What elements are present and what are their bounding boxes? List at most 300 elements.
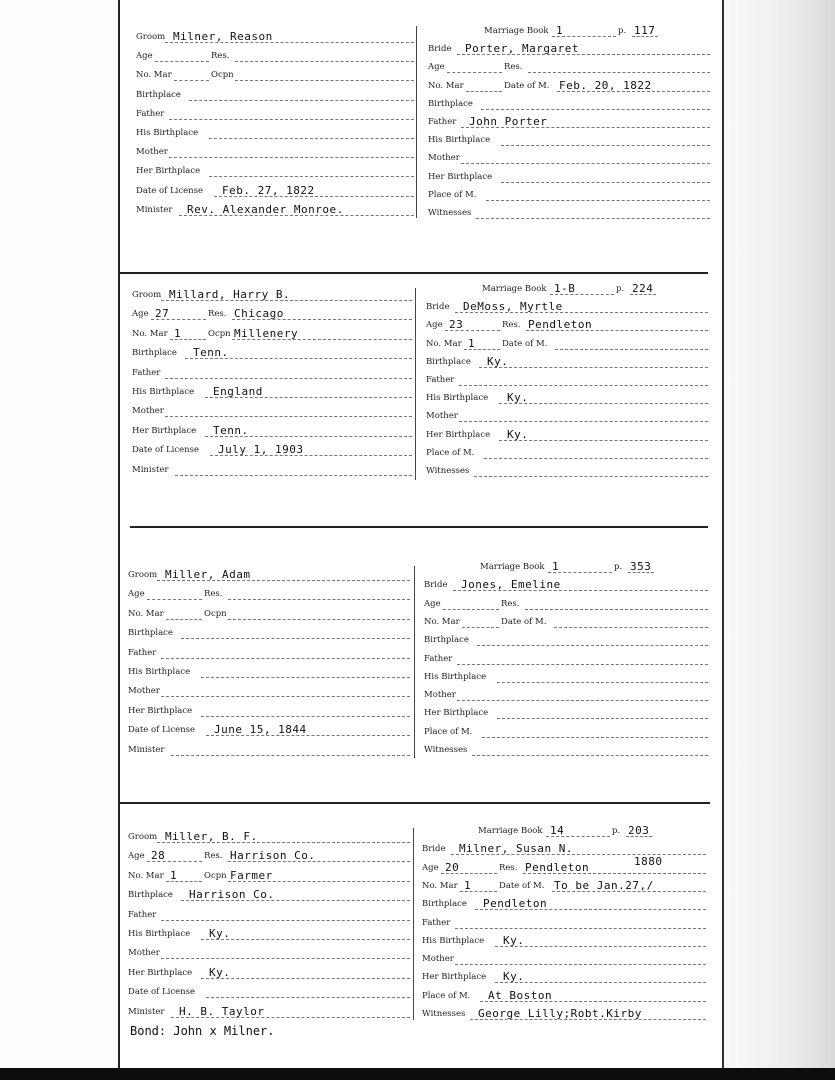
bride-place-of-m-row: [422, 989, 706, 1003]
record-separator: [120, 802, 710, 804]
field-value: Pendleton: [525, 860, 590, 874]
field-label: Ocpn: [204, 608, 227, 619]
field-value: 203: [628, 824, 650, 837]
field-label: Her Birthplace: [426, 429, 491, 440]
field-label: No. Mar: [424, 616, 460, 627]
bride-witnesses-row: [424, 743, 708, 757]
groom-her-birthplace-row: [132, 424, 412, 438]
groom-minister-row: [128, 1005, 410, 1019]
groom-minister-row: [136, 203, 414, 217]
fill-line: [455, 928, 706, 929]
field-value: Feb. 20, 1822: [559, 78, 652, 92]
field-label: Age: [428, 62, 445, 73]
fill-line: [461, 163, 710, 164]
bride-no-mar-row: [426, 337, 708, 351]
field-label: Birthplace: [428, 98, 473, 109]
field-value: Millenery: [234, 326, 299, 340]
field-label: Age: [132, 309, 149, 320]
field-label: His Birthplace: [132, 387, 195, 397]
field-value: Tenn.: [193, 346, 229, 360]
groom-minister-row: [128, 743, 410, 757]
page-right-edge: [722, 0, 724, 1070]
field-value: Miller, B. F.: [165, 830, 258, 843]
fill-line: [165, 416, 412, 417]
fill-line: [482, 737, 708, 738]
field-label: Res.: [502, 320, 521, 331]
fill-line: [201, 716, 410, 717]
field-label: Birthplace: [128, 890, 173, 901]
bride-father-row: [428, 115, 710, 129]
fill-line: [495, 946, 706, 947]
field-label: His Birthplace: [424, 671, 487, 682]
field-label: Date of M.: [501, 616, 547, 627]
field-value: Chicago: [234, 307, 284, 321]
bride-witnesses-row: [426, 464, 708, 478]
bride-her-birthplace-row: [424, 706, 708, 720]
fill-line: [499, 403, 708, 404]
fill-line: [459, 421, 708, 422]
fill-line: [479, 367, 708, 368]
fill-line: [501, 182, 710, 183]
field-label: Birthplace: [132, 348, 177, 359]
fill-line: [554, 627, 708, 628]
field-label: Father: [422, 917, 451, 928]
fill-line: [174, 80, 209, 81]
field-label: Father: [132, 367, 161, 378]
field-label: Groom: [128, 832, 158, 842]
groom-his-birthplace-row: [136, 126, 414, 140]
groom-birthplace-row: [136, 88, 414, 102]
groom-birthplace-row: [132, 346, 412, 360]
field-label: p.: [612, 826, 621, 836]
fill-line: [206, 997, 410, 998]
field-label: Ocpn: [208, 328, 231, 339]
field-label: Her Birthplace: [424, 708, 489, 719]
field-value: Miller, Adam: [165, 568, 251, 581]
field-label: His Birthplace: [428, 135, 491, 146]
bride-birthplace-row: [422, 897, 706, 911]
field-value: England: [213, 385, 263, 398]
field-value: 1: [464, 878, 472, 892]
bride-father-row: [426, 373, 708, 387]
bride-bride-row: [428, 42, 710, 56]
field-label: No. Mar: [128, 608, 164, 619]
groom-groom-row: [132, 288, 412, 302]
field-value: 1: [552, 560, 560, 573]
field-label: Date of License: [128, 987, 196, 998]
bride-marriage-book-row: [422, 824, 706, 838]
field-value: Ky.: [507, 391, 529, 405]
field-label: Date of M.: [502, 338, 548, 349]
bride-father-row: [422, 916, 706, 930]
fill-line: [228, 619, 410, 620]
fill-line: [209, 176, 414, 177]
field-label: Witnesses: [428, 208, 472, 218]
field-label: Mother: [132, 406, 164, 417]
fill-line: [555, 349, 708, 350]
groom-groom-row: [128, 830, 410, 844]
field-label: Father: [424, 653, 453, 664]
field-label: Her Birthplace: [128, 705, 193, 716]
fill-line: [477, 645, 708, 646]
record-separator: [120, 272, 708, 274]
fill-line: [228, 599, 410, 600]
fill-line: [189, 100, 414, 101]
field-label: Place of M.: [424, 726, 473, 737]
groom-his-birthplace-row: [128, 927, 410, 941]
field-label: Birthplace: [422, 899, 467, 910]
bride-marriage-book-row: [428, 24, 710, 38]
field-label: Age: [426, 320, 443, 331]
field-label: His Birthplace: [128, 667, 191, 677]
field-value: 1: [174, 326, 182, 340]
bottom-edge: [0, 1068, 835, 1080]
field-value: Ky.: [503, 970, 525, 984]
groom-date-of-license-row: [132, 443, 412, 457]
bride-no-mar-row: [428, 79, 710, 93]
field-value: Ky.: [507, 427, 529, 441]
groom-age-row: [136, 49, 414, 63]
fill-line: [181, 638, 410, 639]
fill-line: [474, 476, 708, 477]
field-value: Harrison Co.: [189, 888, 275, 902]
field-value: Milner, Reason: [173, 30, 273, 43]
field-value: Ky.: [503, 933, 525, 947]
field-label: His Birthplace: [128, 929, 191, 939]
field-label: Place of M.: [428, 189, 477, 200]
bride-his-birthplace-row: [424, 670, 708, 684]
field-value: DeMoss, Myrtle: [463, 300, 563, 314]
fill-line: [528, 72, 710, 73]
bride-no-mar-row: [422, 879, 706, 893]
field-label: Witnesses: [422, 1009, 466, 1019]
field-label: Father: [426, 375, 455, 385]
fill-line: [497, 682, 708, 683]
field-value: 1: [468, 336, 476, 350]
groom-no-mar-row: [132, 327, 412, 341]
field-label: Bride: [426, 302, 450, 313]
field-label: p.: [616, 284, 625, 294]
bride-place-of-m-row: [426, 446, 708, 460]
field-label: No. Mar: [422, 880, 458, 891]
right-margin: [724, 0, 835, 1080]
field-label: Age: [128, 851, 145, 862]
field-label: Date of License: [136, 185, 204, 196]
field-value: Ky.: [209, 927, 231, 940]
field-label: Her Birthplace: [422, 972, 487, 983]
bride-age-row: [426, 318, 708, 332]
groom-his-birthplace-row: [132, 385, 412, 399]
groom-mother-row: [128, 684, 410, 698]
field-label: Her Birthplace: [428, 171, 493, 182]
field-label: Age: [136, 51, 153, 62]
fill-line: [161, 658, 410, 659]
bride-age-row: [428, 60, 710, 74]
bride-his-birthplace-row: [422, 934, 706, 948]
groom-father-row: [136, 107, 414, 121]
bride-birthplace-row: [428, 97, 710, 111]
fill-line: [455, 964, 706, 965]
field-value: 20: [445, 860, 460, 874]
bride-witnesses-row: [422, 1007, 706, 1021]
groom-mother-row: [136, 145, 414, 159]
fill-line: [166, 619, 202, 620]
bride-her-birthplace-row: [422, 970, 706, 984]
groom-groom-row: [128, 568, 410, 582]
field-value: 1: [170, 868, 178, 882]
groom-father-row: [128, 646, 410, 660]
fill-line: [171, 755, 410, 756]
fill-line: [147, 599, 202, 600]
column-divider: [415, 288, 416, 480]
field-label: Ocpn: [211, 70, 234, 81]
bride-no-mar-row: [424, 615, 708, 629]
groom-her-birthplace-row: [128, 966, 410, 980]
page-left-edge: [118, 0, 120, 1070]
field-label: Her Birthplace: [132, 425, 197, 436]
field-label: Res.: [499, 862, 518, 873]
bride-her-birthplace-row: [426, 428, 708, 442]
fill-line: [165, 378, 412, 379]
field-value: 23: [449, 318, 464, 332]
column-divider: [414, 566, 415, 758]
fill-line: [495, 982, 706, 983]
groom-date-of-license-row: [128, 985, 410, 999]
groom-age-row: [128, 587, 410, 601]
fill-line: [462, 627, 499, 628]
field-label: Minister: [128, 1006, 165, 1017]
field-value: To be Jan.27,/: [554, 878, 654, 892]
field-label: Mother: [128, 686, 160, 697]
groom-groom-row: [136, 30, 414, 44]
field-value: Feb. 27, 1822: [222, 183, 315, 197]
groom-age-row: [128, 849, 410, 863]
bride-place-of-m-row: [424, 725, 708, 739]
bride-father-row: [424, 652, 708, 666]
field-value: Milner, Susan N.: [459, 842, 573, 856]
field-label: Mother: [426, 411, 458, 422]
fill-line: [155, 61, 209, 62]
groom-age-row: [132, 307, 412, 321]
fill-line: [161, 958, 410, 959]
bride-birthplace-row: [426, 355, 708, 369]
field-label: Age: [424, 598, 441, 609]
field-label: Groom: [132, 290, 162, 300]
field-value: Pendleton: [483, 897, 548, 911]
fill-line: [472, 755, 708, 756]
field-label: Place of M.: [426, 447, 475, 458]
groom-father-row: [128, 908, 410, 922]
field-label: Groom: [128, 570, 158, 580]
field-label: Father: [128, 909, 157, 920]
record-separator: [130, 526, 708, 528]
field-value: Ky.: [209, 965, 231, 979]
field-label: Father: [428, 117, 457, 127]
field-label: Date of M.: [504, 80, 550, 91]
column-divider: [413, 828, 414, 1020]
fill-line: [497, 718, 708, 719]
fill-line: [457, 664, 708, 665]
field-label: Res.: [504, 62, 523, 73]
field-label: Bride: [424, 580, 448, 591]
field-value: July 1, 1903: [218, 443, 304, 457]
field-label: Witnesses: [426, 466, 470, 476]
bride-birthplace-row: [424, 633, 708, 647]
field-label: Birthplace: [424, 635, 469, 646]
groom-birthplace-row: [128, 888, 410, 902]
field-value: Porter, Margaret: [465, 42, 579, 56]
field-label: Age: [422, 862, 439, 873]
field-value: Rev. Alexander Monroe.: [187, 202, 344, 216]
fill-line: [201, 677, 410, 678]
field-label: Res.: [204, 851, 223, 862]
field-label: Ocpn: [204, 870, 227, 881]
field-label: No. Mar: [426, 338, 462, 349]
bride-mother-row: [426, 409, 708, 423]
fill-line: [476, 218, 710, 219]
field-value: 1-B: [554, 282, 576, 295]
fill-line: [201, 978, 410, 979]
groom-minister-row: [132, 463, 412, 477]
field-label: Mother: [428, 153, 460, 164]
field-label: Mother: [424, 690, 456, 701]
bride-his-birthplace-row: [428, 133, 710, 147]
groom-mother-row: [132, 404, 412, 418]
field-label: Her Birthplace: [136, 166, 201, 177]
field-label: Father: [128, 647, 157, 658]
fill-line: [161, 920, 410, 921]
fill-line: [209, 138, 414, 139]
fill-line: [443, 609, 499, 610]
groom-father-row: [132, 366, 412, 380]
field-label: No. Mar: [428, 80, 464, 91]
bride-mother-row: [422, 952, 706, 966]
groom-no-mar-row: [128, 607, 410, 621]
field-label: Res.: [204, 589, 223, 600]
field-label: Marriage Book: [480, 562, 545, 572]
field-label: No. Mar: [132, 328, 168, 339]
fill-line: [169, 119, 414, 120]
field-label: No. Mar: [136, 70, 172, 81]
bride-age-row: [422, 854, 706, 875]
field-value: 353: [630, 560, 652, 573]
field-value: Millard, Harry B.: [169, 288, 291, 301]
fill-line: [201, 939, 410, 940]
groom-her-birthplace-row: [128, 704, 410, 718]
field-value: Pendleton: [528, 318, 593, 332]
field-label: Groom: [136, 32, 166, 42]
groom-birthplace-row: [128, 626, 410, 640]
field-value: Ky.: [487, 354, 509, 368]
fill-line: [447, 72, 502, 73]
field-value: 224: [632, 282, 654, 295]
fill-line: [161, 696, 410, 697]
field-label: p.: [614, 562, 623, 572]
field-value: Harrison Co.: [230, 849, 316, 863]
field-value: 27: [155, 307, 170, 321]
field-label: Res.: [501, 598, 520, 609]
field-label: Minister: [136, 204, 173, 215]
bride-marriage-book-row: [426, 282, 708, 296]
groom-his-birthplace-row: [128, 665, 410, 679]
fill-line: [499, 440, 708, 441]
bride-bride-row: [424, 578, 708, 592]
field-value: George Lilly;Robt.Kirby: [478, 1007, 642, 1020]
field-label: Mother: [422, 954, 454, 965]
field-label: His Birthplace: [136, 128, 199, 138]
field-value: Tenn.: [213, 423, 249, 437]
groom-date-of-license-row: [128, 723, 410, 737]
field-label: Birthplace: [426, 356, 471, 367]
field-label: Birthplace: [128, 628, 173, 639]
field-value: Farmer: [230, 868, 273, 882]
fill-line: [481, 109, 710, 110]
field-label: Date of License: [128, 725, 196, 736]
field-label: Marriage Book: [478, 826, 543, 836]
field-label: Witnesses: [424, 745, 468, 755]
bond-note: Bond: John x Milner.: [130, 1024, 275, 1038]
field-label: Her Birthplace: [128, 967, 193, 978]
field-label: Bride: [428, 44, 452, 55]
fill-line: [501, 145, 710, 146]
field-label: Date of M.: [499, 880, 545, 891]
field-label: Date of License: [132, 445, 200, 456]
bride-mother-row: [424, 688, 708, 702]
left-margin: [0, 0, 118, 1080]
fill-line: [235, 80, 414, 81]
field-value: At Boston: [488, 988, 553, 1002]
field-value: 1: [556, 24, 564, 37]
field-label: Res.: [208, 309, 227, 320]
fill-line: [459, 385, 708, 386]
groom-her-birthplace-row: [136, 164, 414, 178]
field-value: 14: [550, 824, 565, 837]
fill-line: [466, 91, 502, 92]
bride-marriage-book-row: [424, 560, 708, 574]
field-label: Birthplace: [136, 89, 181, 100]
fill-line: [525, 609, 708, 610]
groom-no-mar-row: [136, 68, 414, 82]
fill-line: [169, 157, 414, 158]
field-value: 1880: [634, 854, 663, 868]
field-value: 28: [151, 849, 166, 863]
fill-line: [486, 200, 710, 201]
field-label: Res.: [211, 51, 230, 62]
groom-mother-row: [128, 946, 410, 960]
bride-her-birthplace-row: [428, 170, 710, 184]
fill-line: [235, 61, 414, 62]
field-label: Minister: [128, 744, 165, 755]
column-divider: [416, 26, 417, 218]
groom-date-of-license-row: [136, 184, 414, 198]
field-label: p.: [618, 26, 627, 36]
bride-bride-row: [426, 300, 708, 314]
field-label: His Birthplace: [426, 393, 489, 404]
bride-place-of-m-row: [428, 188, 710, 202]
field-value: 117: [634, 24, 656, 37]
field-label: No. Mar: [128, 870, 164, 881]
bride-age-row: [424, 597, 708, 611]
field-label: Father: [136, 108, 165, 119]
field-label: Marriage Book: [484, 26, 549, 36]
fill-line: [175, 475, 412, 476]
field-value: John Porter: [469, 115, 548, 128]
bride-witnesses-row: [428, 206, 710, 220]
field-label: Mother: [136, 147, 168, 158]
field-label: Mother: [128, 948, 160, 959]
bride-bride-row: [422, 842, 706, 856]
field-value: H. B. Taylor: [179, 1004, 265, 1018]
